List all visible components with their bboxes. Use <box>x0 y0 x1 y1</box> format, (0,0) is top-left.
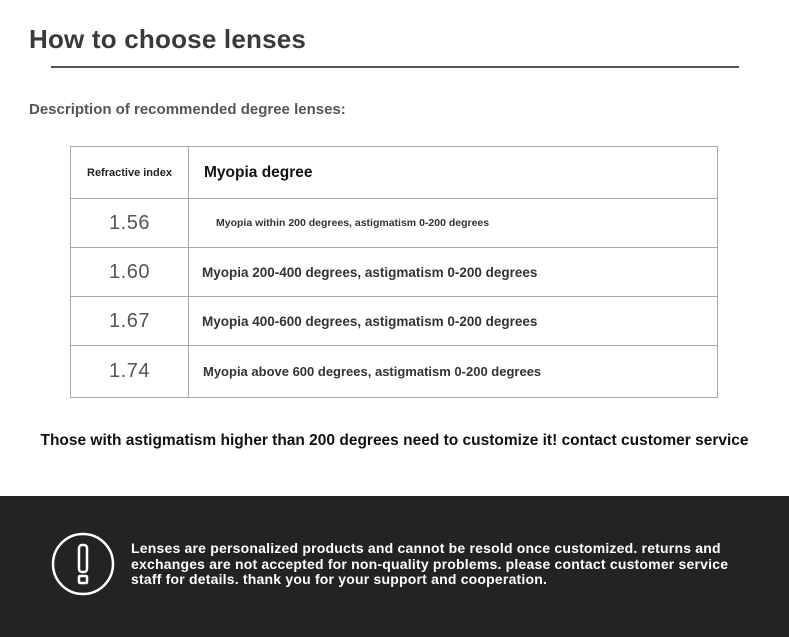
astigmatism-notice: Those with astigmatism higher than 200 degrees need to customize it! contact customer service <box>40 432 749 449</box>
myopia-degree-cell: Myopia 200-400 degrees, astigmatism 0-200 degrees <box>189 248 718 297</box>
lens-table <box>70 146 718 398</box>
myopia-degree-cell: Myopia 400-600 degrees, astigmatism 0-200 degrees <box>189 297 718 346</box>
title-divider <box>51 66 739 68</box>
table-row <box>71 346 718 398</box>
exclamation-circle-icon <box>51 532 115 596</box>
table-row <box>71 199 718 248</box>
refractive-index-cell: 1.56 <box>71 199 189 248</box>
section-subtitle: Description of recommended degree lenses: <box>29 101 346 118</box>
refractive-index-cell: 1.67 <box>71 297 189 346</box>
table-row <box>71 297 718 346</box>
header-refractive-index: Refractive index <box>71 147 189 199</box>
myopia-degree-cell: Myopia within 200 degrees, astigmatism 0-200 degrees <box>189 199 718 248</box>
table-row <box>71 248 718 297</box>
myopia-degree-cell: Myopia above 600 degrees, astigmatism 0-200 degrees <box>189 346 718 398</box>
refractive-index-cell: 1.60 <box>71 248 189 297</box>
footer-policy-text: Lenses are personalized products and cannot be resold once customized. returns and exchanges are not accepted for non-quality problems. please contact customer service staff for details. thank you for your support and cooperation. <box>131 540 729 587</box>
refractive-index-cell: 1.74 <box>71 346 189 398</box>
table-header-row <box>71 147 718 199</box>
page-title: How to choose lenses <box>29 24 307 54</box>
header-myopia-degree: Myopia degree <box>189 147 718 199</box>
